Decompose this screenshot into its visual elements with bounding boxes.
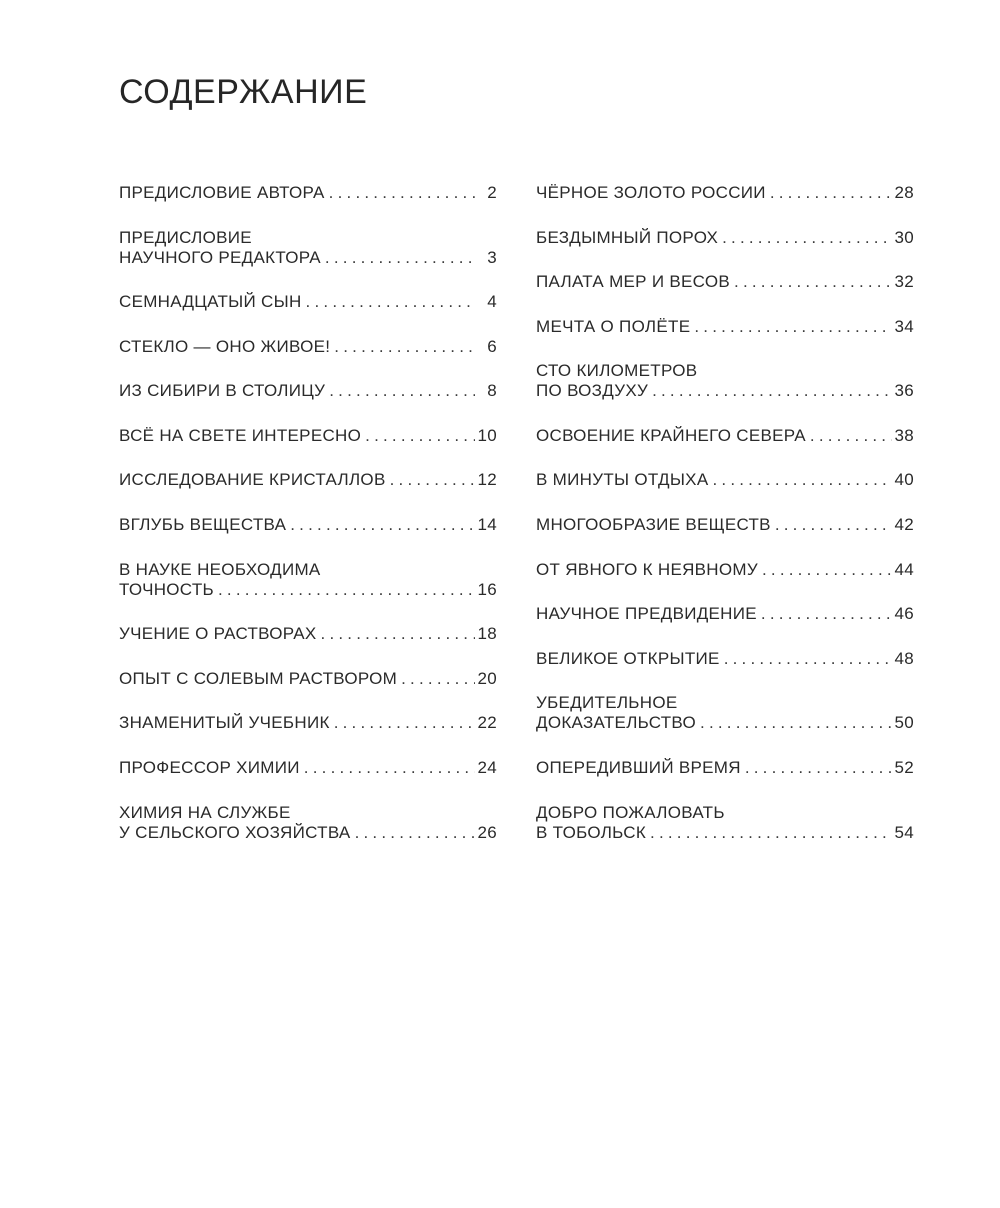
dot-leader [300,758,475,778]
toc-entry [536,690,914,755]
dot-leader [648,381,892,401]
toc-entry-title: МНОГООБРАЗИЕ ВЕЩЕСТВ [536,515,771,535]
toc-entry-title: ПАЛАТА МЕР И ВЕСОВ [536,272,731,292]
dot-leader [741,758,892,778]
toc-entry-title: В МИНУТЫ ОТДЫХА [536,470,709,490]
toc-entry-title-line: ПРЕДИСЛОВИЕ [119,227,252,247]
toc-entry [536,557,914,602]
toc-entry [536,269,914,314]
toc-page-number: 48 [894,648,914,668]
toc-page-number: 2 [487,183,497,202]
toc-page-number: 42 [894,515,914,535]
dot-leader [330,337,475,357]
toc-entry-title-line: ДОБРО ПОЖАЛОВАТЬ [536,802,725,822]
dot-leader [386,470,475,490]
dot-leader [758,560,892,580]
toc-entry-title: ДОКАЗАТЕЛЬСТВО [536,713,697,733]
toc-entry [119,378,497,423]
dot-leader [730,272,892,292]
toc-entry [536,314,914,359]
toc-page-number: 12 [477,470,497,490]
dot-leader [766,183,892,203]
toc-page-number: 6 [487,336,497,356]
toc-page-number: 24 [477,757,497,777]
toc-entry-title: НАУЧНОГО РЕДАКТОРА [119,247,321,267]
toc-entry [536,467,914,512]
dot-leader [757,604,892,624]
toc-entry [536,601,914,646]
page-title: СОДЕРЖАНИЕ [119,73,368,111]
toc-entry-title: ПО ВОЗДУХУ [536,381,649,401]
toc-page-number: 40 [894,470,914,490]
toc-page-number: 52 [894,757,914,777]
toc-entry [119,710,497,755]
toc-page-number: 3 [487,247,497,267]
toc-entry [119,621,497,666]
toc-entry-title: ОПЕРЕДИВШИЙ ВРЕМЯ [536,757,741,777]
toc-entry [119,512,497,557]
toc-page-number: 18 [477,624,497,644]
toc-entry [119,467,497,512]
toc-entry-title: МЕЧТА О ПОЛЁТЕ [536,316,691,336]
toc-entry-title: СТЕКЛО — ОНО ЖИВОЕ! [119,336,331,356]
dot-leader [397,669,475,689]
toc-entry-title-line: В НАУКЕ НЕОБХОДИМА [119,559,321,579]
toc-entry-title: УЧЕНИЕ О РАСТВОРАХ [119,624,317,644]
toc-entry [536,358,914,423]
toc-entry [119,289,497,334]
toc-entry-title: ЧЁРНОЕ ЗОЛОТО РОССИИ [536,183,766,202]
toc-entry [536,512,914,557]
dot-leader [718,228,892,248]
dot-leader [806,426,892,446]
toc-page-number: 46 [894,604,914,624]
toc-entry-title: ОТ ЯВНОГО К НЕЯВНОМУ [536,559,758,579]
toc-entry-title: В ТОБОЛЬСК [536,822,647,842]
toc-entry-title: ТОЧНОСТЬ [119,579,214,599]
toc-entry-title: ВСЁ НА СВЕТЕ ИНТЕРЕСНО [119,425,362,445]
dot-leader [720,649,892,669]
toc-page-number: 16 [477,579,497,599]
toc-page-number: 10 [477,425,497,445]
dot-leader [361,426,475,446]
dot-leader [317,624,475,644]
toc-entry [536,800,914,865]
toc-entry [536,225,914,270]
dot-leader [646,823,892,843]
dot-leader [330,713,475,733]
toc-entry-title: ПРЕДИСЛОВИЕ АВТОРА [119,183,325,202]
dot-leader [771,515,892,535]
toc-entry-title: БЕЗДЫМНЫЙ ПОРОХ [536,227,719,247]
toc-entry-title: ИССЛЕДОВАНИЕ КРИСТАЛЛОВ [119,470,386,490]
toc-column-left [119,180,497,864]
toc-entry-title: ВЕЛИКОЕ ОТКРЫТИЕ [536,648,720,668]
toc-entry [536,180,914,225]
toc-page-number: 26 [477,822,497,842]
dot-leader [696,713,892,733]
toc-entry [119,800,497,865]
dot-leader [325,183,475,203]
toc-entry-title: У СЕЛЬСКОГО ХОЗЯЙСТВА [119,822,351,842]
toc-entry-title: ИЗ СИБИРИ В СТОЛИЦУ [119,381,326,401]
toc-entry [119,423,497,468]
toc-entry [119,225,497,290]
toc-entry-title: СЕМНАДЦАТЫЙ СЫН [119,292,302,312]
dot-leader [286,515,475,535]
toc-entry-title: ПРОФЕССОР ХИМИИ [119,757,300,777]
toc-page-number: 50 [894,713,914,733]
toc-entry [119,666,497,711]
dot-leader [214,580,475,600]
toc-entry [536,646,914,691]
toc-entry [119,334,497,379]
toc-entry-title-line: СТО КИЛОМЕТРОВ [536,361,698,381]
toc-entry [119,557,497,622]
dot-leader [325,381,475,401]
dot-leader [708,470,892,490]
dot-leader [351,823,475,843]
toc-entry [119,180,497,225]
toc-entry [119,755,497,800]
toc-entry-title: ОСВОЕНИЕ КРАЙНЕГО СЕВЕРА [536,425,806,445]
toc-page-number: 32 [894,272,914,292]
toc-entry [536,423,914,468]
dot-leader [690,317,892,337]
toc-page-number: 20 [477,668,497,688]
toc-page-number: 28 [894,183,914,202]
toc-page-number: 30 [894,227,914,247]
toc-column-right [536,180,914,864]
toc-page-number: 38 [894,425,914,445]
toc-page-number: 4 [487,292,497,312]
toc-entry-title: ЗНАМЕНИТЫЙ УЧЕБНИК [119,713,330,733]
toc-entry-title: НАУЧНОЕ ПРЕДВИДЕНИЕ [536,604,757,624]
toc-page-number: 44 [894,559,914,579]
toc-page-number: 36 [894,381,914,401]
toc-entry-title: ВГЛУБЬ ВЕЩЕСТВА [119,515,287,535]
toc-page-number: 34 [894,316,914,336]
toc-entry-title-line: УБЕДИТЕЛЬНОЕ [536,693,678,713]
toc-entry-title: ОПЫТ С СОЛЕВЫМ РАСТВОРОМ [119,668,398,688]
dot-leader [302,292,475,312]
toc-page-number: 54 [894,822,914,842]
toc-entry [536,755,914,800]
toc-page-number: 14 [477,515,497,535]
toc-page-number: 22 [477,713,497,733]
toc-page-number: 8 [487,381,497,401]
toc-entry-title-line: ХИМИЯ НА СЛУЖБЕ [119,802,291,822]
dot-leader [321,248,475,268]
